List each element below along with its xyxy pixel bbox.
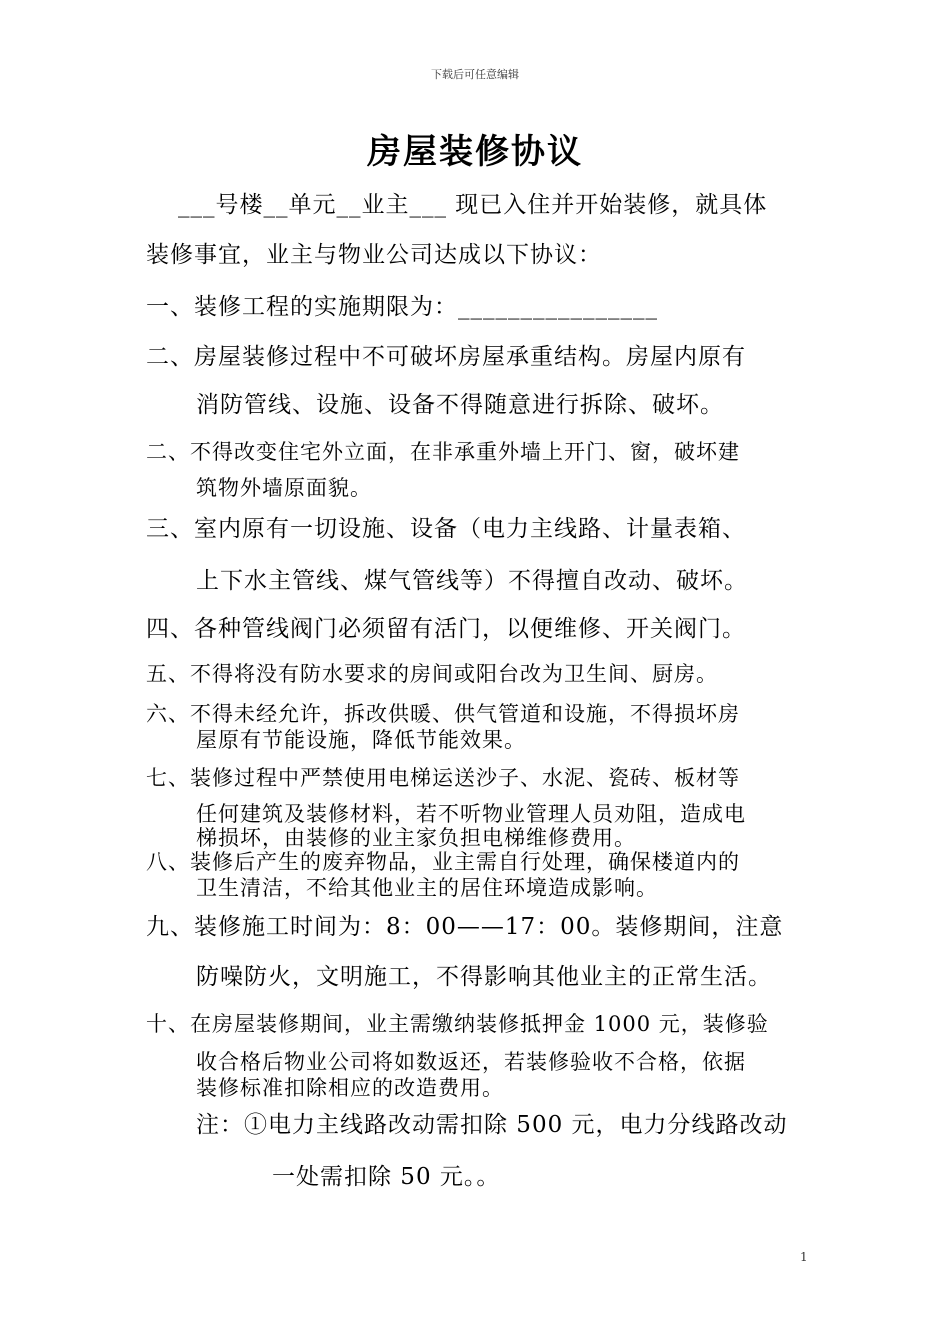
clause-2-line-2: 消防管线、设施、设备不得随意进行拆除、破坏。 [196, 392, 724, 418]
page-number: 1 [800, 1250, 808, 1264]
clause-2b-line-2: 筑物外墙原面貌。 [196, 476, 372, 500]
clause-4-line-1: 四、各种管线阀门必须留有活门，以便维修、开关阀门。 [146, 616, 746, 642]
clause-6-line-2: 屋原有节能设施，降低节能效果。 [196, 728, 526, 752]
clause-9-line-2: 防噪防火，文明施工，不得影响其他业主的正常生活。 [196, 964, 772, 990]
clause-8-line-2: 卫生清洁，不给其他业主的居住环境造成影响。 [196, 876, 658, 900]
preamble-line-1: ___号楼__单元__业主___ 现已入住并开始装修，就具体 [178, 192, 768, 218]
clause-10-line-1: 十、在房屋装修期间，业主需缴纳装修抵押金 1000 元，装修验 [146, 1012, 769, 1036]
clause-7-line-2: 任何建筑及装修材料，若不听物业管理人员劝阻，造成电 [196, 802, 746, 826]
clause-7-line-3: 梯损坏，由装修的业主家负担电梯维修费用。 [196, 826, 636, 850]
document-title: 房屋装修协议 [367, 132, 583, 172]
clause-10-line-3: 装修标准扣除相应的改造费用。 [196, 1076, 504, 1100]
clause-2-line-1: 二、房屋装修过程中不可破坏房屋承重结构。房屋内原有 [146, 344, 746, 370]
clause-3-line-1: 三、室内原有一切设施、设备（电力主线路、计量表箱、 [146, 516, 746, 542]
clause-1-line-1: 一、装修工程的实施期限为：________________ [146, 294, 658, 320]
clause-2b-line-1: 二、不得改变住宅外立面，在非承重外墙上开门、窗，破坏建 [146, 440, 740, 464]
note-line-2: 一处需扣除 50 元。。 [272, 1164, 501, 1190]
clause-7-line-1: 七、装修过程中严禁使用电梯运送沙子、水泥、瓷砖、板材等 [146, 766, 740, 790]
page-header-note: 下载后可任意编辑 [431, 68, 519, 81]
clause-6-line-1: 六、不得未经允许，拆改供暖、供气管道和设施，不得损坏房 [146, 702, 740, 726]
clause-5-line-1: 五、不得将没有防水要求的房间或阳台改为卫生间、厨房。 [146, 662, 718, 686]
preamble-line-2: 装修事宜，业主与物业公司达成以下协议： [146, 242, 602, 268]
clause-9-line-1: 九、装修施工时间为：8：00——17：00。装修期间，注意 [146, 914, 784, 940]
clause-3-line-2: 上下水主管线、煤气管线等）不得擅自改动、破坏。 [196, 568, 748, 594]
clause-10-line-2: 收合格后物业公司将如数返还，若装修验收不合格，依据 [196, 1050, 746, 1074]
clause-8-line-1: 八、装修后产生的废弃物品，业主需自行处理，确保楼道内的 [146, 850, 740, 874]
note-line-1: 注：①电力主线路改动需扣除 500 元，电力分线路改动 [196, 1112, 788, 1138]
